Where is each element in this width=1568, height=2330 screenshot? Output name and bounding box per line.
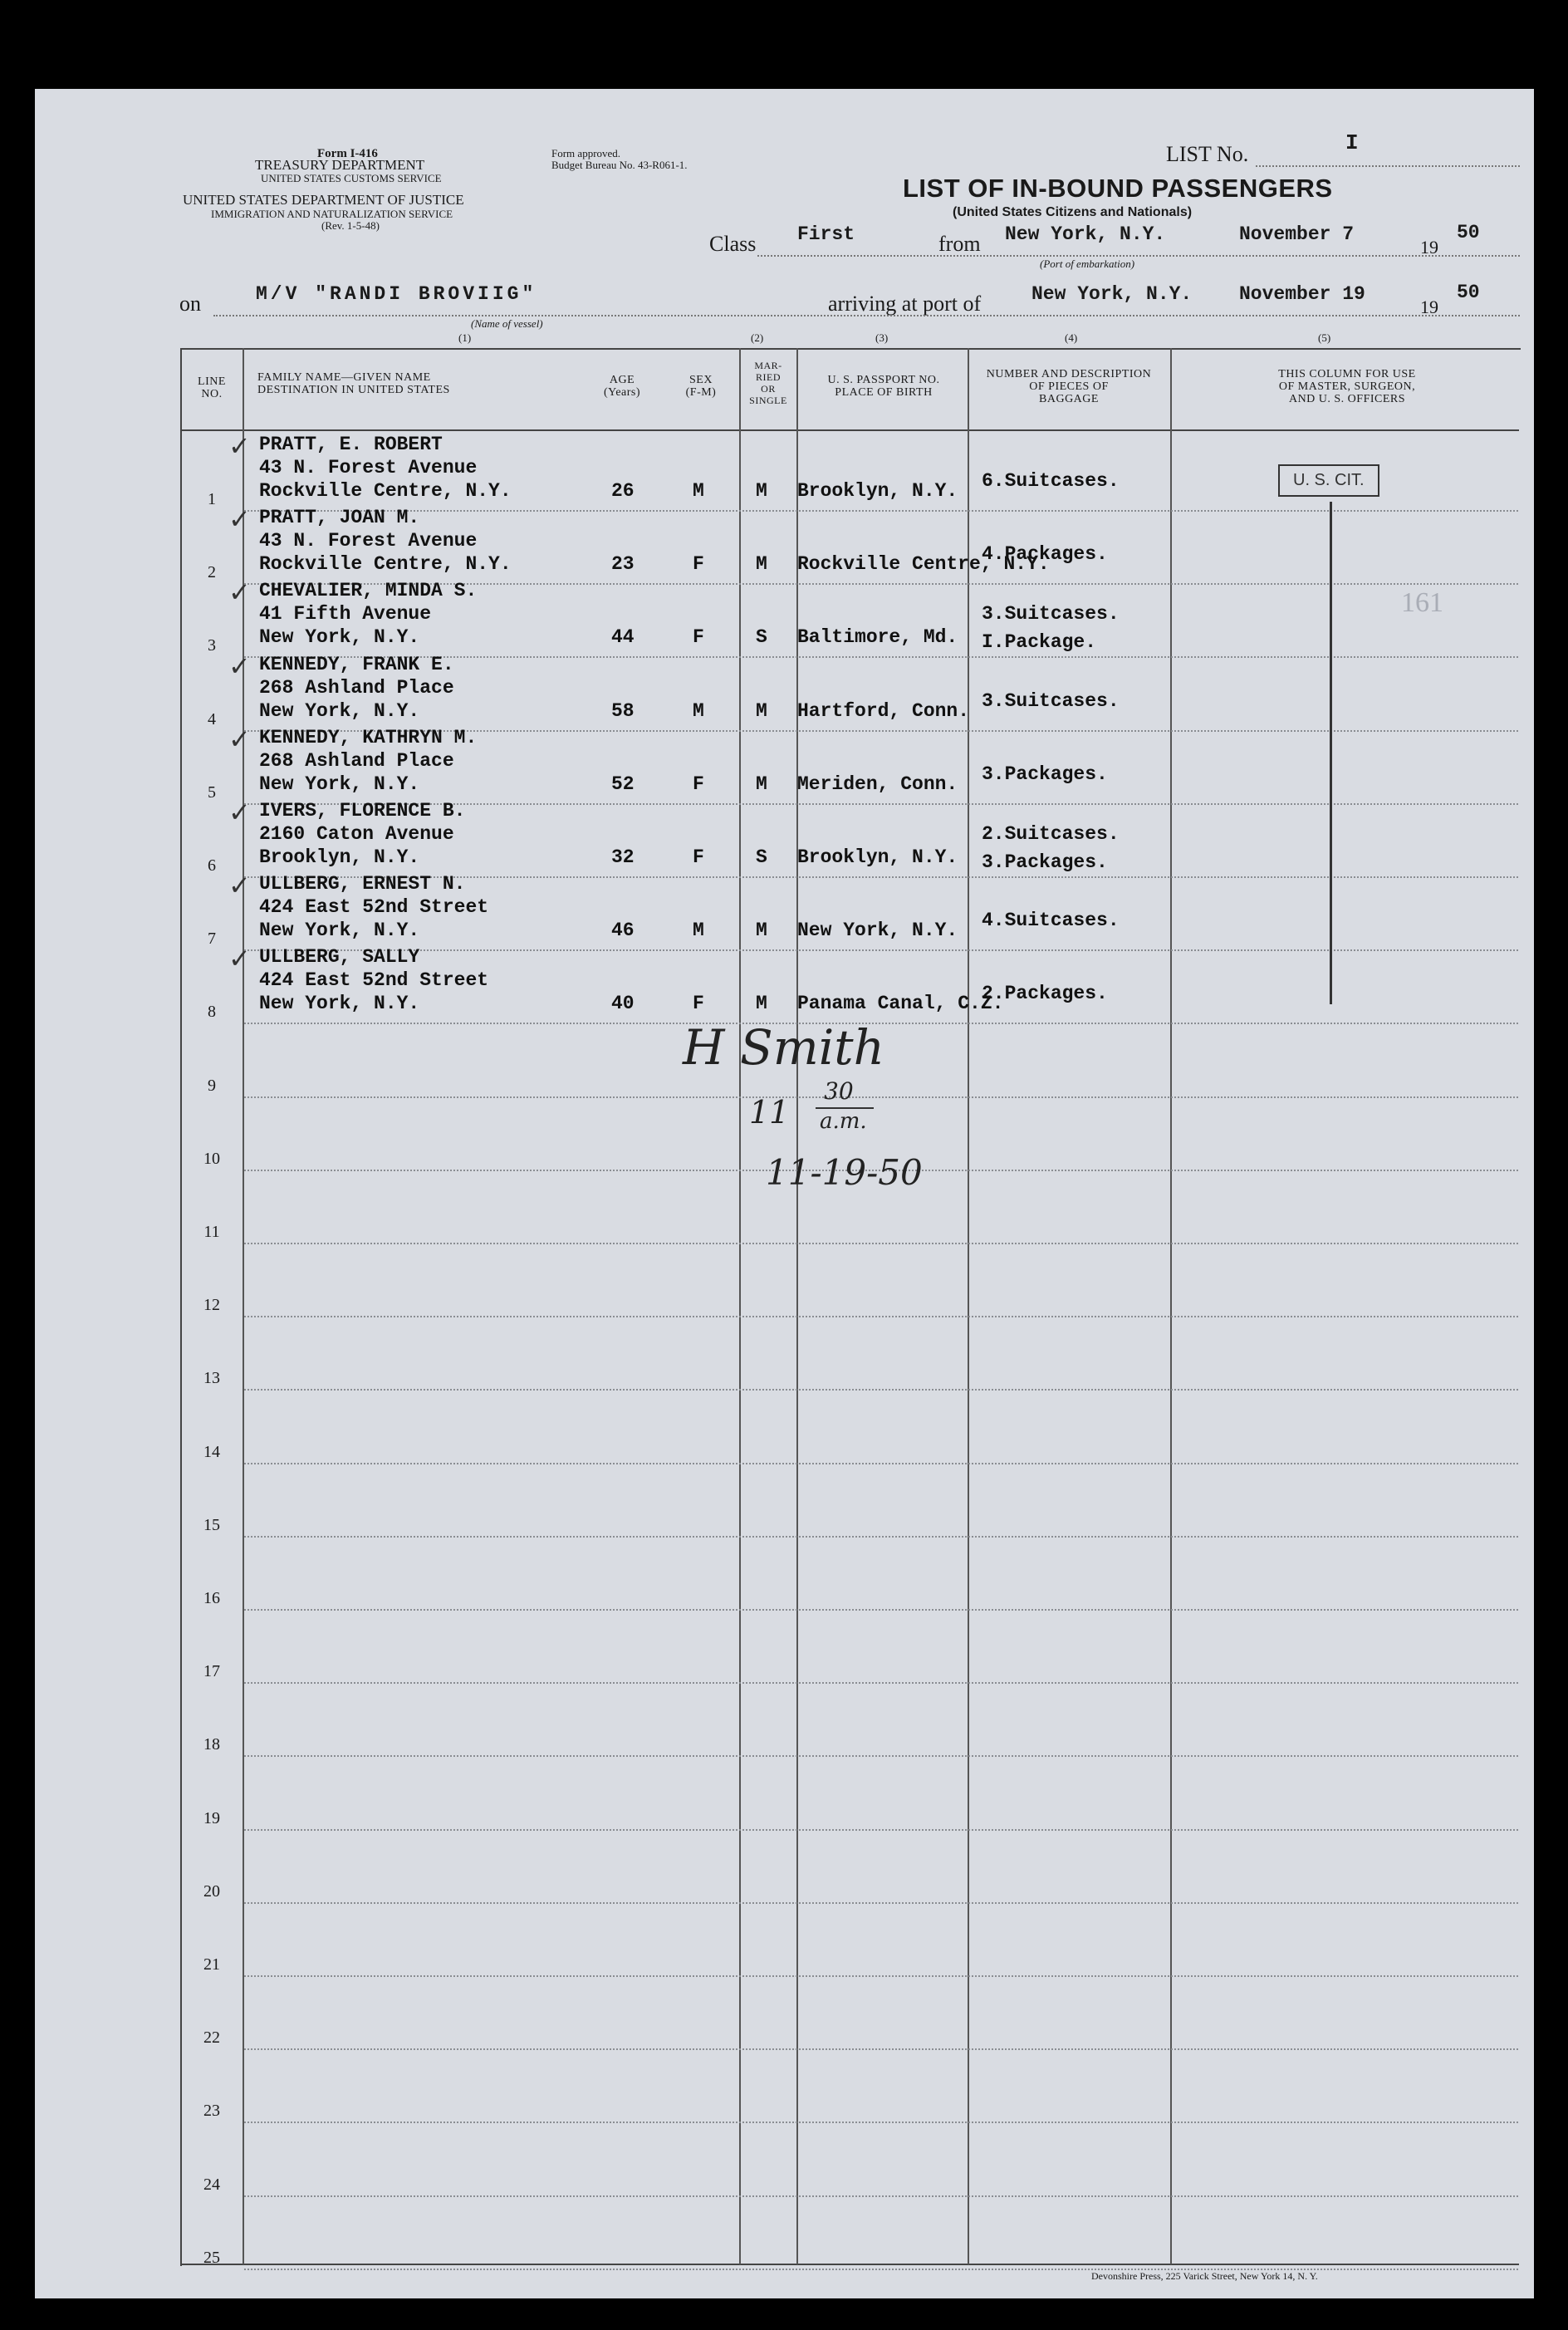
row-line <box>244 2048 1518 2050</box>
passenger-marital-status: M <box>756 993 767 1014</box>
budget-bureau: Budget Bureau No. 43-R061-1. <box>551 159 688 171</box>
row-line <box>244 510 1518 512</box>
list-number-line <box>1256 165 1520 167</box>
printer-footer: Devonshire Press, 225 Varick Street, New York 14, N. Y. <box>1091 2270 1318 2282</box>
check-mark: ✓ <box>228 871 251 900</box>
passenger-name: IVERS, FLORENCE B. <box>259 800 466 822</box>
passenger-age: 32 <box>611 846 635 868</box>
passenger-name: KENNEDY, FRANK E. <box>259 654 454 675</box>
passenger-destination: New York, N.Y. <box>259 626 420 648</box>
manifest-sheet <box>35 89 1534 2298</box>
passenger-marital-status: M <box>756 920 767 941</box>
handwritten-date: 11-19-50 <box>766 1152 923 1193</box>
justice-department: UNITED STATES DEPARTMENT OF JUSTICE <box>183 192 464 208</box>
passenger-birthplace: New York, N.Y. <box>797 920 958 941</box>
passenger-destination: New York, N.Y. <box>259 920 420 941</box>
col-age-header: AGE (Years) <box>603 374 641 399</box>
line-number: 16 <box>203 1589 220 1607</box>
passenger-address: 268 Ashland Place <box>259 677 454 699</box>
customs-service: UNITED STATES CUSTOMS SERVICE <box>261 172 442 184</box>
passenger-baggage: 2.Suitcases. <box>982 823 1120 845</box>
row-line <box>244 2269 1518 2270</box>
line-number: 7 <box>208 930 216 948</box>
passenger-destination: New York, N.Y. <box>259 773 420 795</box>
line-number: 22 <box>203 2028 220 2047</box>
handwritten-hour: 11 <box>749 1094 790 1131</box>
passenger-sex: F <box>693 846 704 868</box>
page-title: LIST OF IN-BOUND PASSENGERS <box>903 174 1333 203</box>
line-number: 25 <box>203 2249 220 2267</box>
passenger-sex: M <box>693 700 704 722</box>
col-baggage-header: NUMBER AND DESCRIPTION OF PIECES OF BAGGAGE <box>986 368 1152 405</box>
line-number: 20 <box>203 1882 220 1901</box>
class-line <box>757 255 1520 257</box>
vessel-caption: (Name of vessel) <box>471 317 543 330</box>
row-line <box>244 2195 1518 2197</box>
arrival-year-prefix: 19 <box>1420 297 1438 317</box>
passenger-birthplace: Panama Canal, C.Z. <box>797 993 1004 1014</box>
col-married-header: MAR- RIED OR SINGLE <box>749 360 787 406</box>
passenger-sex: F <box>693 626 704 648</box>
row-line <box>244 1975 1518 1977</box>
header-rule <box>180 429 1519 431</box>
line-number: 19 <box>203 1809 220 1827</box>
passenger-name: PRATT, JOAN M. <box>259 507 420 528</box>
embark-year: 50 <box>1457 222 1480 243</box>
vessel-line <box>213 315 1520 316</box>
page-subtitle: (United States Citizens and Nationals) <box>953 205 1193 219</box>
passenger-age: 40 <box>611 993 635 1014</box>
line-number: 1 <box>208 490 216 508</box>
on-label: on <box>179 292 201 316</box>
line-number: 9 <box>208 1077 216 1095</box>
passenger-marital-status: M <box>756 700 767 722</box>
arrival-port: New York, N.Y. <box>1031 283 1193 305</box>
row-line <box>244 1316 1518 1317</box>
passenger-birthplace: Meriden, Conn. <box>797 773 958 795</box>
passenger-address: 43 N. Forest Avenue <box>259 530 478 552</box>
column-number: (5) <box>1318 331 1331 344</box>
passenger-name: PRATT, E. ROBERT <box>259 434 443 455</box>
passenger-destination: Rockville Centre, N.Y. <box>259 480 512 502</box>
passenger-address: 41 Fifth Avenue <box>259 603 432 625</box>
passenger-age: 44 <box>611 626 635 648</box>
col-passport-header: U. S. PASSPORT NO. PLACE OF BIRTH <box>827 374 940 399</box>
line-number: 18 <box>203 1735 220 1754</box>
stamp-ditto-line <box>1330 502 1332 1004</box>
citizen-stamp: U. S. CIT. <box>1278 464 1379 497</box>
line-number: 6 <box>208 856 216 875</box>
passenger-birthplace: Brooklyn, N.Y. <box>797 480 958 502</box>
row-line <box>244 2122 1518 2123</box>
passenger-age: 52 <box>611 773 635 795</box>
passenger-name: KENNEDY, KATHRYN M. <box>259 727 478 748</box>
check-mark: ✓ <box>228 504 251 534</box>
arrival-year: 50 <box>1457 282 1480 303</box>
passenger-sex: F <box>693 773 704 795</box>
handwritten-signature: H Smith <box>683 1019 884 1076</box>
line-number: 21 <box>203 1955 220 1974</box>
check-mark: ✓ <box>228 431 251 461</box>
column-number: (3) <box>875 331 889 344</box>
row-line <box>244 1902 1518 1904</box>
line-number: 5 <box>208 783 216 802</box>
column-number: (4) <box>1065 331 1078 344</box>
passenger-marital-status: S <box>756 846 767 868</box>
check-mark: ✓ <box>228 577 251 607</box>
from-label: from <box>938 232 981 256</box>
vessel-name: M/V "RANDI BROVIIG" <box>256 283 537 305</box>
passenger-address: 424 East 52nd Street <box>259 896 489 918</box>
check-mark: ✓ <box>228 724 251 754</box>
line-number: 12 <box>203 1296 220 1314</box>
passenger-marital-status: M <box>756 553 767 575</box>
col-line-header: LINE NO. <box>198 375 226 400</box>
row-line <box>244 1463 1518 1464</box>
class-value: First <box>797 223 855 245</box>
line-number: 14 <box>203 1443 220 1461</box>
row-line <box>244 1755 1518 1757</box>
line-number: 10 <box>203 1150 220 1168</box>
arrival-date: November 19 <box>1239 283 1365 305</box>
page-mark: 161 <box>1401 587 1443 618</box>
treasury-department: TREASURY DEPARTMENT <box>255 157 425 173</box>
passenger-destination: Rockville Centre, N.Y. <box>259 553 512 575</box>
check-mark: ✓ <box>228 944 251 974</box>
passenger-marital-status: S <box>756 626 767 648</box>
column-number: (2) <box>751 331 764 344</box>
embark-port: New York, N.Y. <box>1005 223 1166 245</box>
row-line <box>244 1682 1518 1684</box>
check-mark: ✓ <box>228 797 251 827</box>
bottom-rule <box>180 2264 1519 2265</box>
passenger-sex: F <box>693 993 704 1014</box>
passenger-baggage-extra: I.Package. <box>982 631 1097 653</box>
passenger-address: 2160 Caton Avenue <box>259 823 454 845</box>
passenger-marital-status: M <box>756 480 767 502</box>
passenger-name: ULLBERG, ERNEST N. <box>259 873 466 895</box>
ins-service: IMMIGRATION AND NATURALIZATION SERVICE <box>211 208 453 220</box>
passenger-destination: New York, N.Y. <box>259 700 420 722</box>
passenger-baggage: 2.Packages. <box>982 983 1108 1004</box>
passenger-destination: Brooklyn, N.Y. <box>259 846 420 868</box>
line-number: 17 <box>203 1662 220 1680</box>
passenger-sex: M <box>693 920 704 941</box>
line-number: 11 <box>203 1223 220 1241</box>
list-number-label: LIST No. <box>1166 142 1249 166</box>
list-number-value: I <box>1345 130 1359 155</box>
passenger-baggage: 6.Suitcases. <box>982 470 1120 492</box>
class-label: Class <box>709 232 757 256</box>
row-line <box>244 1389 1518 1391</box>
passenger-address: 424 East 52nd Street <box>259 969 489 991</box>
col-officers-header: THIS COLUMN FOR USE OF MASTER, SURGEON, AND U. S. OFFICERS <box>1278 368 1416 405</box>
line-number: 4 <box>208 710 216 728</box>
passenger-birthplace: Baltimore, Md. <box>797 626 958 648</box>
passenger-baggage: 4.Suitcases. <box>982 910 1120 931</box>
passenger-age: 46 <box>611 920 635 941</box>
handwritten-ampm: a.m. <box>820 1109 867 1134</box>
col-name-header: FAMILY NAME—GIVEN NAME DESTINATION IN UNITED STATES <box>257 371 450 396</box>
column-number: (1) <box>458 331 472 344</box>
line-number: 15 <box>203 1516 220 1534</box>
passenger-age: 26 <box>611 480 635 502</box>
passenger-name: CHEVALIER, MINDA S. <box>259 580 478 601</box>
passenger-baggage: 3.Suitcases. <box>982 690 1120 712</box>
passenger-address: 268 Ashland Place <box>259 750 454 772</box>
row-line <box>244 1243 1518 1244</box>
passenger-age: 58 <box>611 700 635 722</box>
passenger-baggage: 4.Packages. <box>982 543 1108 565</box>
col-sex-header: SEX (F-M) <box>685 374 717 399</box>
line-number: 13 <box>203 1369 220 1387</box>
form-approved: Form approved. <box>551 147 621 159</box>
line-number: 24 <box>203 2175 220 2194</box>
passenger-age: 23 <box>611 553 635 575</box>
passenger-baggage-extra: 3.Packages. <box>982 851 1108 873</box>
passenger-birthplace: Hartford, Conn. <box>797 700 970 722</box>
passenger-birthplace: Brooklyn, N.Y. <box>797 846 958 868</box>
passenger-sex: M <box>693 480 704 502</box>
row-line <box>244 1609 1518 1611</box>
embark-year-prefix: 19 <box>1420 237 1438 258</box>
line-number: 2 <box>208 563 216 581</box>
handwritten-minutes: 30 <box>824 1077 854 1105</box>
passenger-marital-status: M <box>756 773 767 795</box>
passenger-sex: F <box>693 553 704 575</box>
row-line <box>244 1829 1518 1831</box>
row-line <box>244 949 1518 951</box>
form-number: Form I-416 <box>317 147 378 160</box>
arriving-label: arriving at port of <box>828 292 982 316</box>
embark-date: November 7 <box>1239 223 1355 245</box>
revision: (Rev. 1-5-48) <box>321 219 380 232</box>
passenger-baggage: 3.Packages. <box>982 763 1108 785</box>
passenger-address: 43 N. Forest Avenue <box>259 457 478 478</box>
passenger-birthplace: Rockville Centre, N.Y. <box>797 553 1050 575</box>
row-line <box>244 1536 1518 1538</box>
line-number: 3 <box>208 636 216 655</box>
line-number: 8 <box>208 1003 216 1021</box>
passenger-destination: New York, N.Y. <box>259 993 420 1014</box>
passenger-baggage: 3.Suitcases. <box>982 603 1120 625</box>
passenger-name: ULLBERG, SALLY <box>259 946 420 968</box>
row-line <box>244 1096 1518 1098</box>
embark-caption: (Port of embarkation) <box>1040 258 1135 270</box>
line-number: 23 <box>203 2102 220 2120</box>
check-mark: ✓ <box>228 651 251 681</box>
